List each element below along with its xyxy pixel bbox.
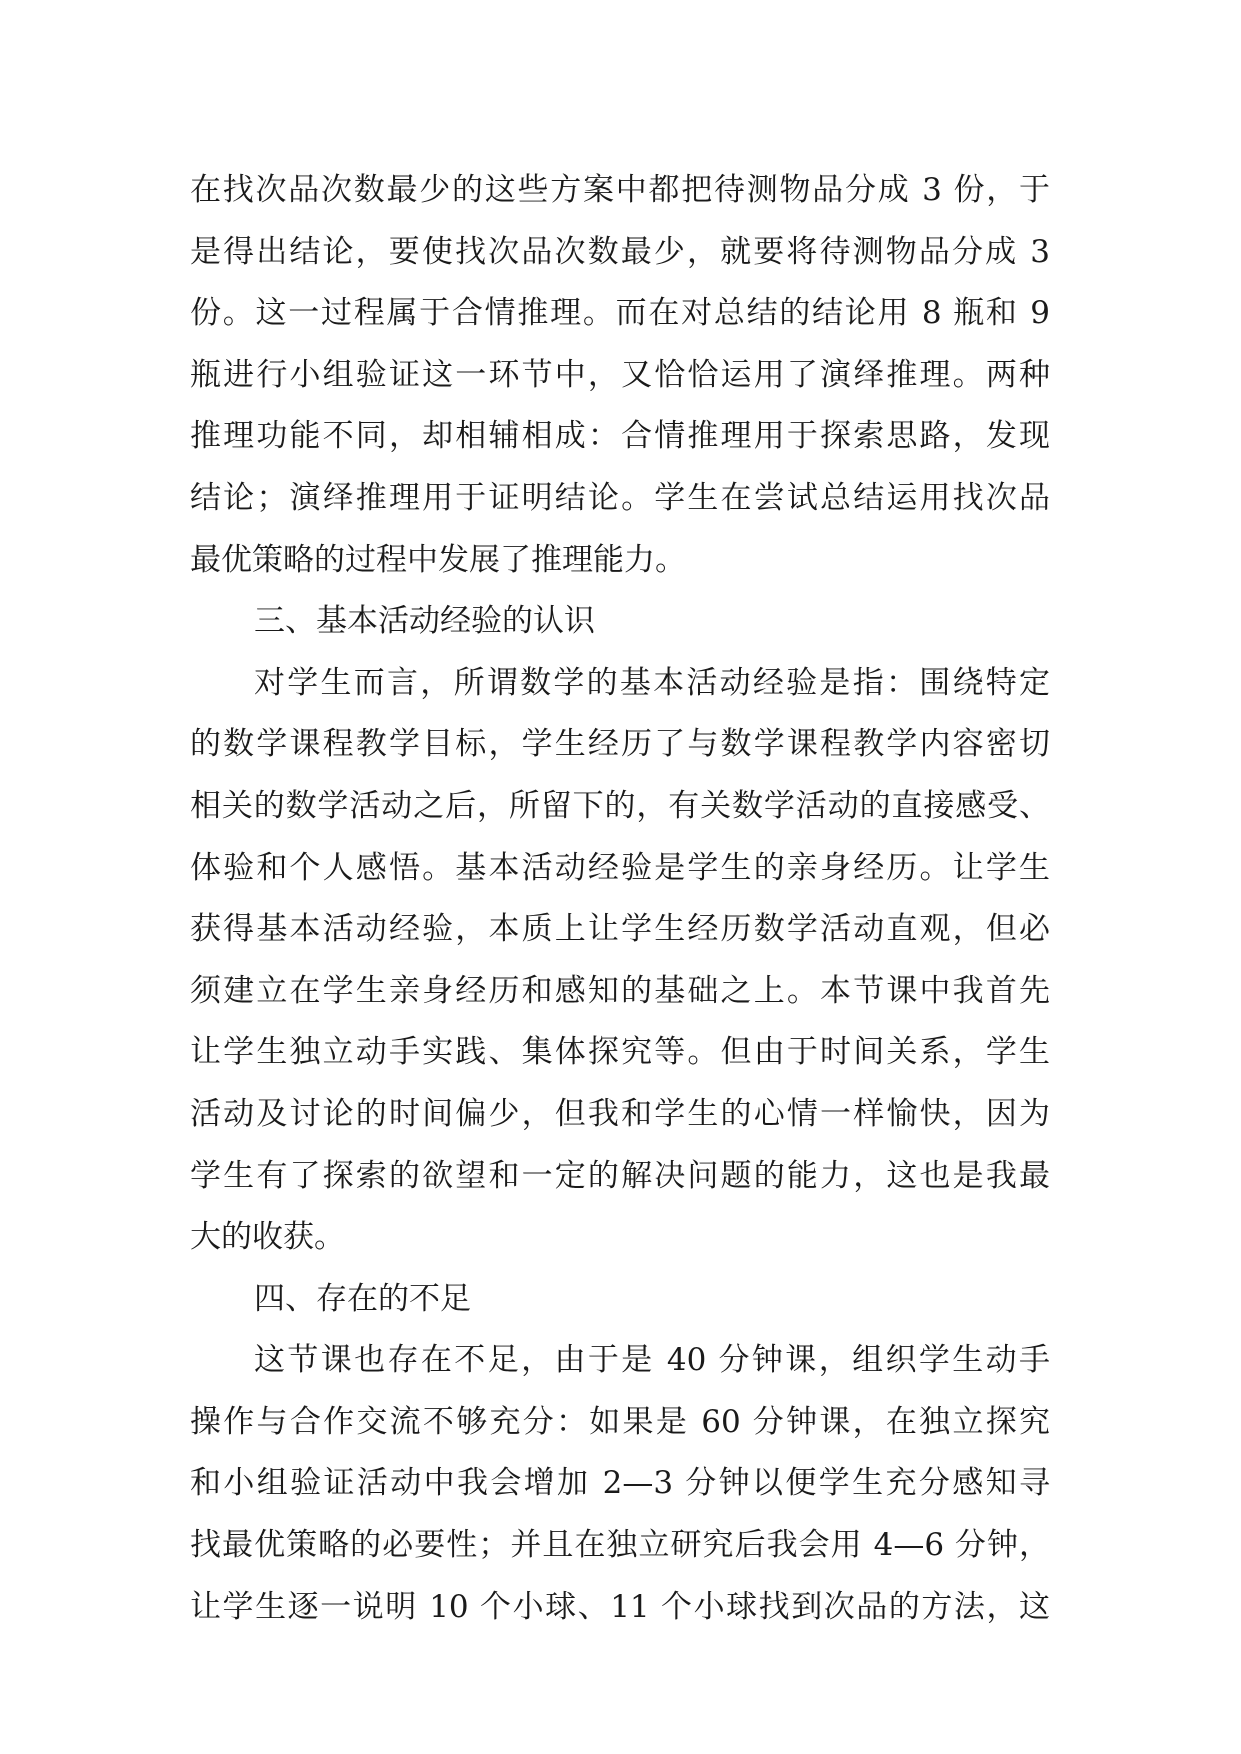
text-line: 瓶进行小组验证这一环节中，又恰恰运用了演绎推理。两种 bbox=[190, 356, 1050, 393]
text-line: 在找次品次数最少的这些方案中都把待测物品分成 3 份，于 bbox=[190, 172, 1050, 208]
section-heading-3: 三、基本活动经验的认识 bbox=[254, 603, 595, 640]
text-line: 对学生而言，所谓数学的基本活动经验是指：围绕特定 bbox=[254, 664, 1050, 701]
text-line: 获得基本活动经验，本质上让学生经历数学活动直观，但必 bbox=[190, 911, 1050, 948]
text-line: 这节课也存在不足，由于是 40 分钟课，组织学生动手 bbox=[254, 1342, 1050, 1379]
text-line: 找最优策略的必要性；并且在独立研究后我会用 4—6 分钟， bbox=[190, 1527, 1050, 1564]
text-line: 操作与合作交流不够充分：如果是 60 分钟课，在独立探究 bbox=[190, 1403, 1050, 1440]
text-line: 和小组验证活动中我会增加 2—3 分钟以便学生充分感知寻 bbox=[190, 1465, 1050, 1502]
section-heading-4: 四、存在的不足 bbox=[254, 1280, 471, 1317]
text-line: 让学生逐一说明 10 个小球、11 个小球找到次品的方法，这 bbox=[190, 1588, 1050, 1625]
text-line: 学生有了探索的欲望和一定的解决问题的能力，这也是我最 bbox=[190, 1157, 1050, 1194]
body-text bbox=[190, 160, 1050, 1638]
text-line: 让学生独立动手实践、集体探究等。但由于时间关系，学生 bbox=[190, 1034, 1050, 1071]
text-line: 体验和个人感悟。基本活动经验是学生的亲身经历。让学生 bbox=[190, 849, 1050, 886]
text-line: 的数学课程教学目标，学生经历了与数学课程教学内容密切 bbox=[190, 726, 1050, 763]
text-line: 须建立在学生亲身经历和感知的基础之上。本节课中我首先 bbox=[190, 972, 1050, 1009]
text-line: 份。这一过程属于合情推理。而在对总结的结论用 8 瓶和 9 bbox=[190, 295, 1050, 332]
text-line: 是得出结论，要使找次品次数最少，就要将待测物品分成 3 bbox=[190, 233, 1050, 270]
text-line: 相关的数学活动之后，所留下的，有关数学活动的直接感受、 bbox=[190, 787, 1050, 824]
text-line: 结论；演绎推理用于证明结论。学生在尝试总结运用找次品 bbox=[190, 479, 1050, 516]
text-line: 推理功能不同，却相辅相成：合情推理用于探索思路，发现 bbox=[190, 418, 1050, 455]
text-line: 最优策略的过程中发展了推理能力。 bbox=[190, 541, 686, 578]
text-line: 大的收获。 bbox=[190, 1219, 345, 1256]
text-line: 活动及讨论的时间偏少，但我和学生的心情一样愉快，因为 bbox=[190, 1095, 1050, 1132]
